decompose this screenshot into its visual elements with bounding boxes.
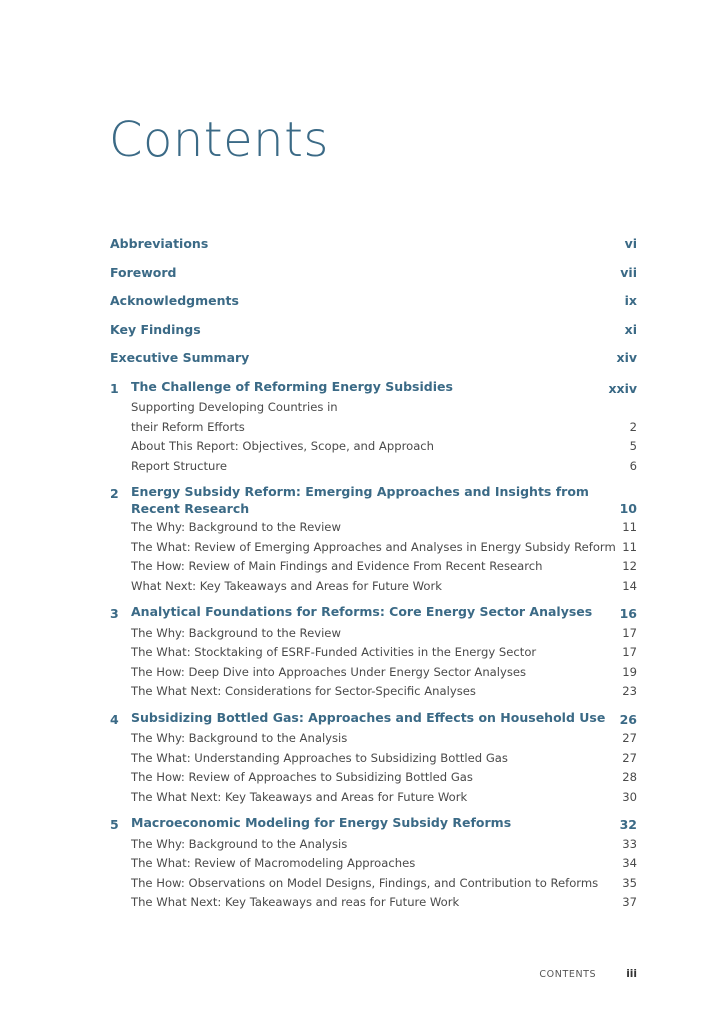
- section-entry[interactable]: [110, 577, 637, 597]
- section-title: The How: Deep Dive into Approaches Under Energy Sector Analyses: [131, 664, 527, 679]
- footer-page-number: iii: [626, 968, 637, 980]
- section-title: Supporting Developing Countries in: [131, 400, 338, 414]
- section-title: The Why: Background to the Analysis: [131, 731, 348, 745]
- toc-entry-label: Abbreviations: [110, 236, 209, 251]
- section-entry[interactable]: [110, 643, 637, 663]
- section-title: their Reform Efforts: [131, 419, 245, 434]
- section-entry[interactable]: [110, 749, 637, 769]
- section-title: The What: Understanding Approaches to Subsidizing Bottled Gas: [131, 750, 508, 765]
- section-entry[interactable]: [110, 624, 637, 644]
- toc-entry-label: Key Findings: [110, 321, 201, 337]
- section-entry[interactable]: [110, 874, 637, 894]
- section-title: The What: Stocktaking of ESRF-Funded Activities in the Energy Sector: [131, 645, 537, 659]
- chapter-heading[interactable]: [110, 710, 637, 730]
- section-entry[interactable]: [110, 682, 637, 702]
- toc-entry-page: xi: [624, 321, 637, 337]
- section-page: 12: [622, 559, 637, 573]
- chapter-title-line: Analytical Foundations for Reforms: Core Energy Sector Analyses: [131, 604, 593, 619]
- toc-entry-4[interactable]: [110, 322, 637, 351]
- chapter-page: 32: [619, 817, 637, 832]
- chapter-group-2: [110, 484, 637, 596]
- chapter-title-line: Macroeconomic Modeling for Energy Subsidy Reforms: [131, 815, 512, 830]
- section-page: 17: [622, 625, 637, 640]
- chapter-group-5: [110, 815, 637, 913]
- section-title: The How: Review of Approaches to Subsidizing Bottled Gas: [131, 770, 473, 784]
- section-entry[interactable]: [110, 457, 637, 477]
- chapter-title-line: Subsidizing Bottled Gas: Approaches and Effects on Household Use: [131, 709, 606, 725]
- section-page: 35: [622, 875, 637, 890]
- toc-entry-page: ix: [624, 293, 637, 308]
- toc-entry-page: vii: [620, 264, 637, 280]
- section-page: 33: [622, 836, 637, 851]
- section-title: About This Report: Objectives, Scope, and Approach: [131, 439, 435, 453]
- section-entry[interactable]: [110, 854, 637, 874]
- footer-section-label: CONTENTS: [539, 969, 597, 980]
- section-entry[interactable]: [110, 518, 637, 538]
- chapter-group-1: [110, 379, 637, 477]
- toc-entry-label: Executive Summary: [110, 350, 250, 365]
- section-page: 2: [629, 419, 637, 434]
- toc-entry-2[interactable]: [110, 265, 637, 294]
- toc-entry-page: xiv: [616, 350, 637, 365]
- section-title: The What: Review of Macromodeling Approaches: [131, 856, 416, 870]
- chapter-title-line: Recent Research: [131, 500, 250, 516]
- section-title: The Why: Background to the Review: [131, 520, 341, 534]
- section-entry[interactable]: [110, 418, 637, 438]
- section-page: 27: [622, 731, 637, 745]
- section-page: 30: [622, 789, 637, 804]
- chapter-title: [131, 815, 511, 832]
- section-page: 34: [622, 856, 637, 870]
- section-title: What Next: Key Takeaways and Areas for Future Work: [131, 578, 442, 593]
- chapter-heading[interactable]: [110, 815, 637, 835]
- section-entry[interactable]: [110, 768, 637, 788]
- section-page: 11: [622, 539, 637, 554]
- section-title: Report Structure: [131, 458, 228, 473]
- chapter-title-line: Energy Subsidy Reform: Emerging Approaches and Insights from: [131, 484, 589, 499]
- toc-entry-label: Foreword: [110, 264, 177, 280]
- section-title: The What Next: Key Takeaways and reas for Future Work: [131, 895, 460, 909]
- section-entry[interactable]: [110, 437, 637, 457]
- section-entry[interactable]: [110, 893, 637, 913]
- section-page: 14: [622, 578, 637, 593]
- toc-entry-label: Acknowledgments: [110, 293, 239, 308]
- section-title: The What Next: Considerations for Sector-Specific Analyses: [131, 684, 476, 698]
- section-page: 5: [629, 439, 637, 453]
- chapter-page: 10: [619, 500, 637, 516]
- section-entry[interactable]: [110, 835, 637, 855]
- section-entry-line[interactable]: [110, 398, 637, 418]
- section-page: 27: [622, 750, 637, 765]
- section-page: 6: [629, 458, 637, 473]
- section-title: The Why: Background to the Analysis: [131, 836, 348, 851]
- page-title: Contents: [109, 112, 329, 168]
- chapter-number: 2: [110, 486, 119, 501]
- chapter-page: 26: [619, 711, 637, 727]
- section-entry[interactable]: [110, 788, 637, 808]
- section-entry[interactable]: [110, 663, 637, 683]
- chapter-group-3: [110, 604, 637, 702]
- chapter-page: 16: [619, 606, 637, 621]
- chapter-number: 1: [110, 380, 119, 396]
- section-title: The What Next: Key Takeaways and Areas for Future Work: [131, 789, 468, 804]
- section-entry[interactable]: [110, 729, 637, 749]
- chapter-heading[interactable]: [110, 484, 637, 518]
- chapter-title: [131, 379, 453, 396]
- section-page: 17: [622, 645, 637, 659]
- section-title: The How: Review of Main Findings and Evidence From Recent Research: [131, 559, 543, 573]
- chapter-number: 4: [110, 711, 119, 727]
- chapter-number: 3: [110, 606, 119, 621]
- chapter-title-line: The Challenge of Reforming Energy Subsidies: [131, 378, 453, 394]
- section-entry[interactable]: [110, 557, 637, 577]
- chapter-title: [131, 604, 592, 621]
- page-footer: [539, 968, 637, 980]
- toc-entry-page: vi: [624, 236, 637, 251]
- chapter-heading[interactable]: [110, 604, 637, 624]
- section-page: 11: [622, 520, 637, 534]
- section-title: The What: Review of Emerging Approaches and Analyses in Energy Subsidy Reform: [131, 539, 616, 554]
- chapter-title: [131, 484, 589, 517]
- section-title: The Why: Background to the Review: [131, 625, 341, 640]
- section-page: 19: [622, 664, 637, 679]
- section-page: 28: [622, 770, 637, 784]
- section-title: The How: Observations on Model Designs, Findings, and Contribution to Reforms: [131, 875, 599, 890]
- chapter-page: xxiv: [608, 380, 637, 396]
- table-of-contents: [110, 236, 637, 921]
- chapter-title: [131, 710, 605, 727]
- toc-entry-5[interactable]: [110, 350, 637, 379]
- section-entry[interactable]: [110, 538, 637, 558]
- toc-entry-3[interactable]: [110, 293, 637, 322]
- section-page: 23: [622, 684, 637, 698]
- section-page: 37: [622, 895, 637, 909]
- toc-entry-1[interactable]: [110, 236, 637, 265]
- chapter-heading[interactable]: [110, 379, 637, 399]
- chapter-number: 5: [110, 817, 119, 832]
- chapter-group-4: [110, 710, 637, 808]
